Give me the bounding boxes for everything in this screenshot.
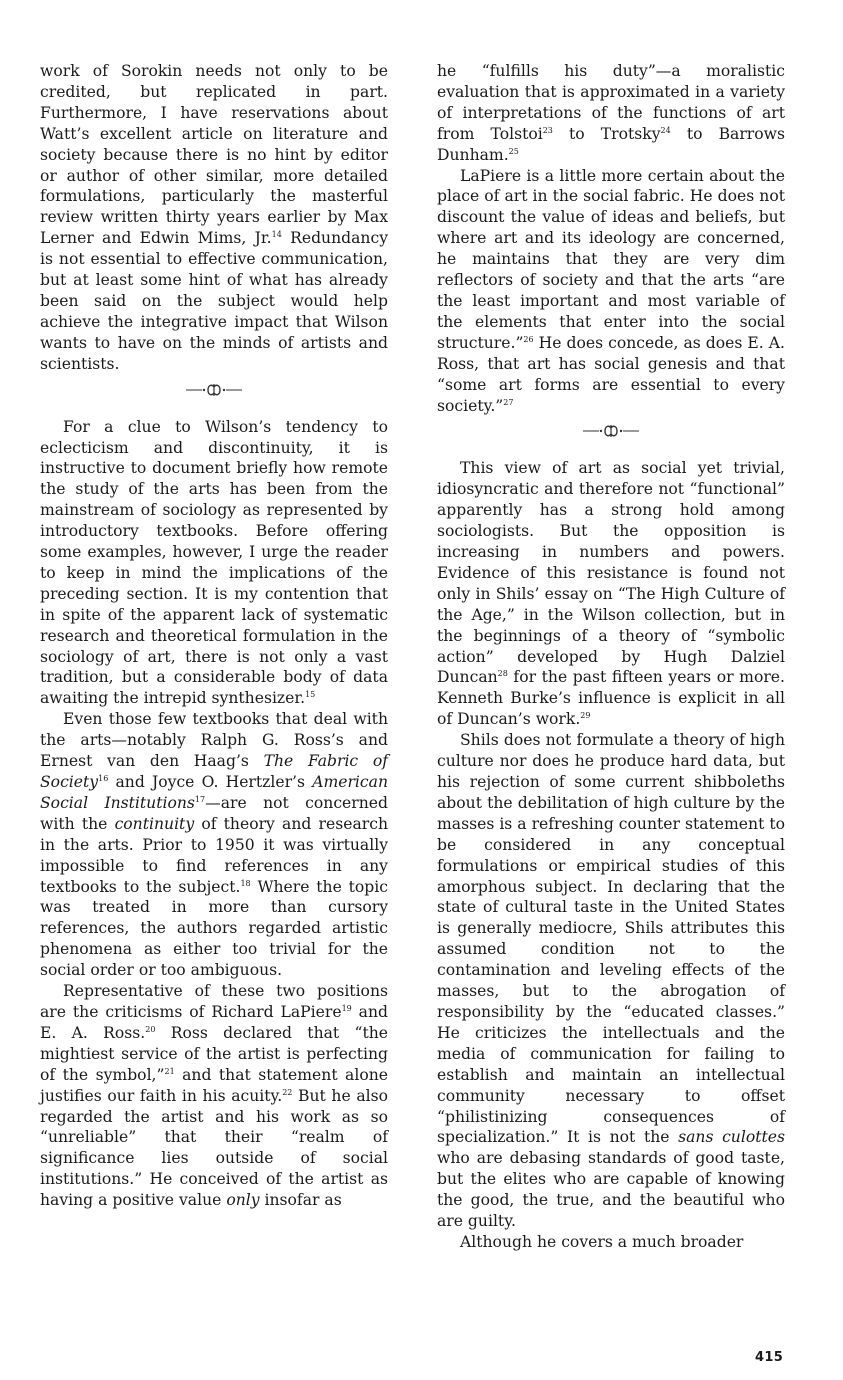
section-divider: [437, 422, 785, 442]
paragraph: Representative of these two positions are the criticisms of Richard LaPiere$^{19}$ and E. A. Ross.$^{20}$ Ross declared that “the mightiest service of the artist is perfecting of the symbol,”$^{21}$ and that statement alone justifies our faith in his acuity.$^{22}$ But he also regarded the artist and his work as so “unreliable” that their “realm of significance lies outside of social institutions.” He conceived of the artist as having a positive value only insofar as: [40, 982, 389, 1210]
paragraph: he “fulfills his duty”—a moralistic evaluation that is approximated in a variety of interpretations of the functions of art from Tolstoi$^{23}$ to Trotsky$^{24}$ to Barrows Dunham.$^{25}$: [437, 62, 785, 164]
left-column: [40, 61, 388, 1211]
fleuron-ornament-icon: [184, 381, 244, 399]
section-divider: [40, 381, 388, 401]
paragraph: For a clue to Wilson’s tendency to eclecticism and discontinuity, it is instructive to document briefly how remote the study of the arts has been from the mainstream of sociology as represented by introductory textbooks. Before offering some examples, however, I urge the reader to keep in mind the implications of the preceding section. It is my contention that in spite of the apparent lack of systematic research and theoretical formulation in the sociology of art, there is not only a vast tradition, but a considerable body of data awaiting the intrepid synthesizer.$^{15}$: [40, 417, 388, 708]
page-number: 415: [755, 1350, 784, 1365]
paragraph: Shils does not formulate a theory of high culture nor does he produce hard data, but his rejection of some current shibboleths about the debilitation of high culture by the masses is a refreshing counter statement to be considered in any conceptual formulations or empirical studies of this amorphous subject. In declaring that the state of cultural taste in the United States is generally mediocre, Shils attributes this assumed condition not to the contamination and leveling effects of the masses, but to the abrogation of responsibility by the “educated classes.” He criticizes the intellectuals and the media of communication for failing to establish and maintain an intellectual community necessary to offset “philistinizing consequences of specialization.” It is not the sans culottes who are debasing standards of good taste, but the elites who are capable of knowing the good, the true, and the beautiful who are guilty.: [437, 731, 785, 1231]
paragraph: Even those few textbooks that deal with the arts—notably Ralph G. Ross’s and Ernest van den Haag’s The Fabric of Society$^{16}$ and Joyce O. Hertzler’s American Social Institutions$^{17}$—are not concerned with the continuity of theory and research in the arts. Prior to 1950 it was virtually impossible to find references in any textbooks to the subject.$^{18}$ Where the topic was treated in more than cursory references, the authors regarded artistic phenomena as either too trivial for the social order or too ambiguous.: [40, 710, 388, 980]
fleuron-ornament-icon: [581, 422, 641, 440]
paragraph: LaPiere is a little more certain about the place of art in the social fabric. He does not discount the value of ideas and beliefs, but where art and its ideology are concerned, he maintains that they are very dim reflectors of society and that the arts “are the least important and most variable of the elements that enter into the social structure.”$^{26}$ He does concede, as does E. A. Ross, that art has social genesis and that “some art forms are essential to every society.”$^{27}$: [437, 166, 785, 415]
paragraph: Although he covers a much broader: [460, 1232, 744, 1251]
paragraph: This view of art as social yet trivial, idiosyncratic and therefore not “functional” apparently has a strong hold among sociologists. But the opposition is increasing in numbers and powers. Evidence of this resistance is found not only in Shils’ essay on “The High Culture of the Age,” in the Wilson collection, but in the beginnings of a theory of “symbolic action” developed by Hugh Dalziel Duncan$^{28}$ for the past fifteen years or more. Kenneth Burke’s influence is explicit in all of Duncan’s work.$^{29}$: [437, 459, 785, 729]
paragraph: work of Sorokin needs not only to be credited, but replicated in part. Furthermore, I have reservations about Watt’s excellent article on literature and society because there is no hint by editor or author of other similar, more detailed formulations, particularly the masterful review written thirty years earlier by Max Lerner and Edwin Mims, Jr.$^{14}$ Redundancy is not essential to effective communication, but at least some hint of what has already been said on the subject would help achieve the integrative impact that Wilson wants to have on the minds of artists and scientists.: [40, 62, 388, 373]
right-column: [437, 61, 785, 1253]
